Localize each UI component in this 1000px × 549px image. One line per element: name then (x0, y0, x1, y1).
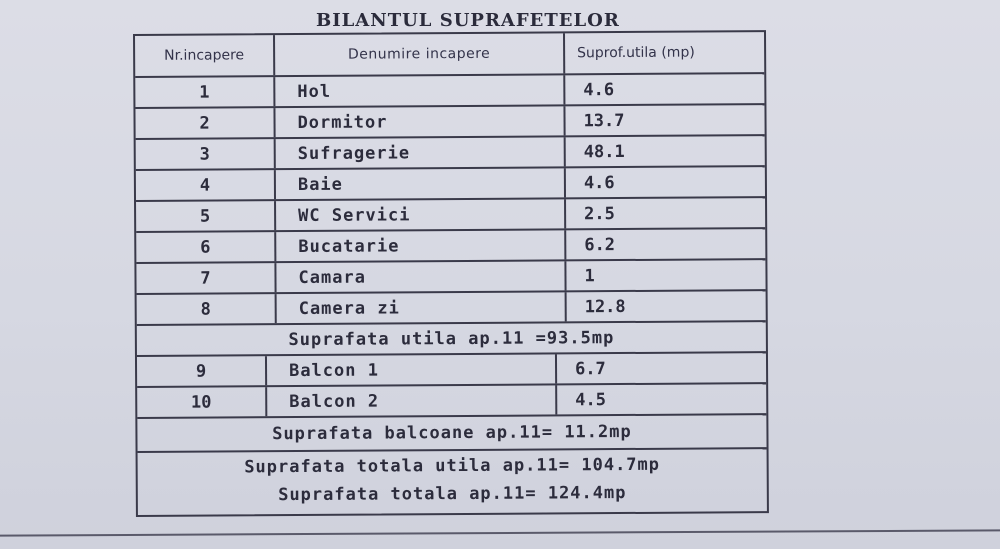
table-row (136, 260, 765, 295)
room-number: 4 (136, 170, 276, 200)
table-row (136, 198, 765, 233)
room-name: Dormitor (275, 106, 565, 137)
subtotal-utila: Suprafata utila ap.11 =93.5mp (288, 327, 615, 350)
total-utila: Suprafata totala utila ap.11= 104.7mp (244, 454, 661, 478)
room-area: 6.7 (574, 358, 606, 379)
table-row (136, 229, 765, 264)
room-name: Hol (275, 75, 565, 106)
table-row (137, 291, 766, 326)
room-name: Balcon 2 (267, 385, 557, 416)
subtotal-balcoane: Suprafata balcoane ap.11= 11.2mp (272, 421, 632, 445)
total-suprafata: Suprafata totala ap.11= 124.4mp (278, 482, 627, 506)
room-area: 13.7 (583, 110, 625, 131)
room-number: 1 (135, 77, 275, 107)
table-row (135, 105, 764, 140)
room-number: 3 (136, 139, 276, 169)
room-area: 12.8 (584, 296, 626, 317)
room-number: 10 (137, 387, 267, 417)
table-row (136, 167, 765, 202)
room-name: Sufragerie (276, 137, 566, 168)
room-number: 6 (136, 232, 276, 262)
surface-balance-table (133, 30, 769, 517)
room-name: Bucatarie (276, 230, 566, 261)
room-area: 4.6 (583, 172, 615, 193)
room-area: 2.5 (584, 203, 615, 224)
room-name: WC Servici (276, 199, 566, 230)
room-number: 8 (137, 294, 277, 324)
table-row (137, 384, 766, 419)
room-area: 4.5 (575, 389, 607, 410)
subtotal-row (137, 322, 766, 357)
room-number: 7 (136, 263, 276, 293)
room-area: 1 (584, 265, 595, 286)
room-area: 48.1 (583, 141, 625, 162)
table-row (137, 353, 766, 388)
room-name: Camera zi (277, 292, 567, 323)
room-area: 6.2 (584, 234, 616, 255)
totals-block (138, 449, 767, 515)
column-header-suprafata: Suprof.utila (mp) (577, 44, 695, 62)
table-header (135, 32, 764, 78)
room-name: Balcon 1 (267, 354, 557, 385)
subtotal-row (137, 415, 766, 453)
room-number: 9 (137, 356, 267, 386)
room-number: 5 (136, 201, 276, 231)
column-header-nr: Nr.incapere (135, 35, 275, 76)
room-area: 4.6 (583, 79, 615, 100)
room-name: Baie (276, 168, 566, 199)
room-name: Camara (276, 261, 566, 292)
column-header-denumire: Denumire incapere (275, 33, 565, 75)
room-number: 2 (135, 108, 275, 138)
table-row (136, 136, 765, 171)
page-title: BILANTUL SUPRAFETELOR (316, 10, 620, 31)
page-divider (0, 529, 1000, 536)
table-row (135, 74, 764, 109)
